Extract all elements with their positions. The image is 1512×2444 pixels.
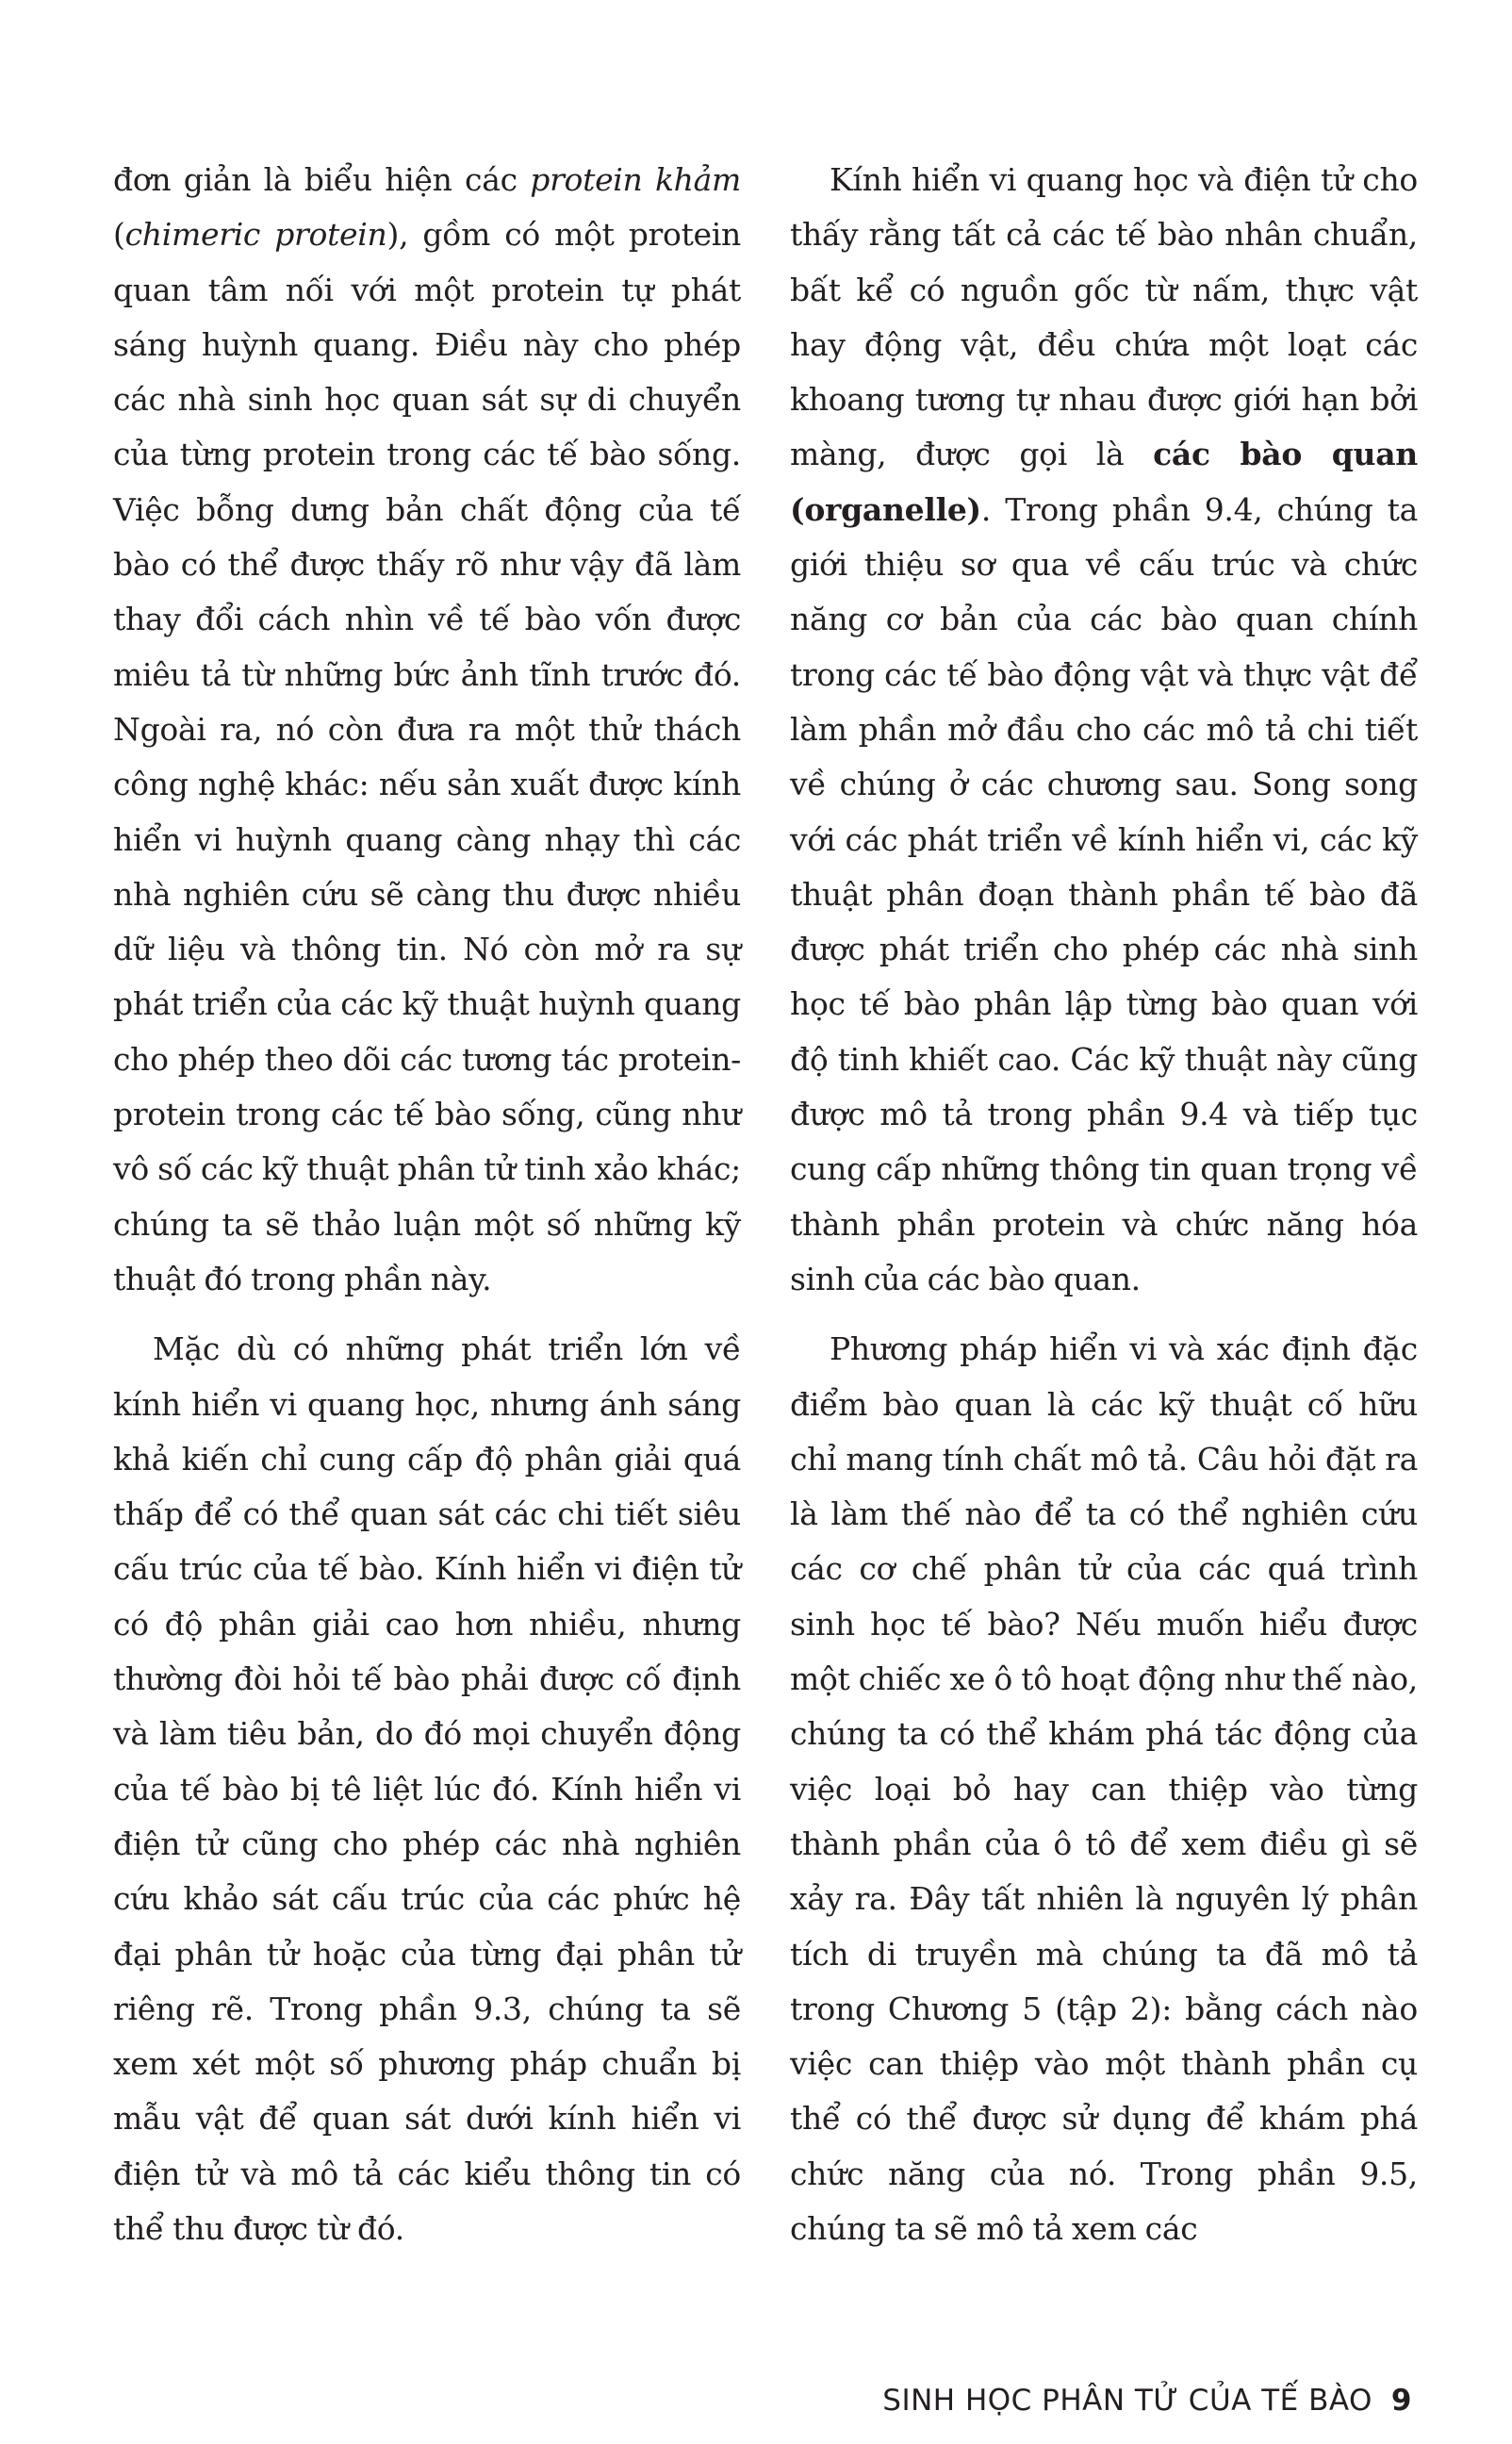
right-p1-text-2: . Trong phần 9.4, chúng ta giới thiệu sơ qua về cấu trúc và chức năng cơ bản của các bào quan chính trong các tế bào động vật và thực vật để làm phần mở đầu cho các mô tả chi tiết về chúng ở các chương sau. Song song với các phát triển về kính hiển vi, các kỹ thuật phân đoạn thành phần tế bào đã được phát triển cho phép các nhà sinh học tế bào phân lập từng bào quan với độ tinh khiết cao. Các kỹ thuật này cũng được mô tả trong phần 9.4 và tiếp tục cung cấp những thông tin quan trọng về thành phần protein và chức năng hóa sinh của các bào quan. [790, 490, 1418, 1297]
right-paragraph-1 [790, 153, 1418, 1307]
right-paragraph-2: Phương pháp hiển vi và xác định đặc điểm bào quan là các kỹ thuật cố hữu chỉ mang tính chất mô tả. Câu hỏi đặt ra là làm thế nào để ta có thể nghiên cứu các cơ chế phân tử của các quá trình sinh học tế bào? Nếu muốn hiểu được một chiếc xe ô tô hoạt động như thế nào, chúng ta có thể khám phá tác động của việc loại bỏ hay can thiệp vào từng thành phần của ô tô để xem điều gì sẽ xảy ra. Đây tất nhiên là nguyên lý phân tích di truyền mà chúng ta đã mô tả trong Chương 5 (tập 2): bằng cách nào việc can thiệp vào một thành phần cụ thể có thể được sử dụng để khám phá chức năng của nó. Trong phần 9.5, chúng ta sẽ mô tả xem các [790, 1330, 1418, 2247]
page-footer [882, 2384, 1412, 2418]
left-paragraph-1 [113, 153, 741, 1307]
page-number: 9 [1390, 2384, 1412, 2418]
left-p1-text-1: đơn giản là biểu hiện các [113, 161, 531, 198]
right-p1-text-1: Kính hiển vi quang học và điện tử cho thấy rằng tất cả các tế bào nhân chuẩn, bất kể có nguồn gốc từ nấm, thực vật hay động vật, đều chứa một loạt các khoang tương tự nhau được giới hạn bởi màng, được gọi là [790, 161, 1418, 473]
left-p1-text-3: ), gồm có một protein quan tâm nối với một protein tự phát sáng huỳnh quang. Điều này cho phép các nhà sinh học quan sát sự di chuyển của từng protein trong các tế bào sống. Việc bỗng dưng bản chất động của tế bào có thể được thấy rõ như vậy đã làm thay đổi cách nhìn về tế bào vốn được miêu tả từ những bức ảnh tĩnh trước đó. Ngoài ra, nó còn đưa ra một thử thách công nghệ khác: nếu sản xuất được kính hiển vi huỳnh quang càng nhạy thì các nhà nghiên cứu sẽ càng thu được nhiều dữ liệu và thông tin. Nó còn mở ra sự phát triển của các kỹ thuật huỳnh quang cho phép theo dõi các tương tác protein-protein trong các tế bào sống, cũng như vô số các kỹ thuật phân tử tinh xảo khác; chúng ta sẽ thảo luận một số những kỹ thuật đó trong phần này. [113, 216, 741, 1297]
left-p1-text-2: ( [113, 216, 125, 254]
term-chimeric-protein: chimeric protein [124, 216, 387, 254]
term-protein-kham: protein khảm [530, 161, 741, 198]
right-column [790, 153, 1418, 2256]
left-paragraph-2: Mặc dù có những phát triển lớn về kính hiển vi quang học, nhưng ánh sáng khả kiến chỉ cung cấp độ phân giải quá thấp để có thể quan sát các chi tiết siêu cấu trúc của tế bào. Kính hiển vi điện tử có độ phân giải cao hơn nhiều, nhưng thường đòi hỏi tế bào phải được cố định và làm tiêu bản, do đó mọi chuyển động của tế bào bị tê liệt lúc đó. Kính hiển vi điện tử cũng cho phép các nhà nghiên cứu khảo sát cấu trúc của các phức hệ đại phân tử hoặc của từng đại phân tử riêng rẽ. Trong phần 9.3, chúng ta sẽ xem xét một số phương pháp chuẩn bị mẫu vật để quan sát dưới kính hiển vi điện tử và mô tả các kiểu thông tin có thể thu được từ đó. [113, 1330, 741, 2247]
running-title: SINH HỌC PHÂN TỬ CỦA TẾ BÀO [882, 2384, 1372, 2418]
term-bao-quan: các bào quan (organelle) [790, 436, 1418, 528]
left-column [113, 153, 741, 2256]
